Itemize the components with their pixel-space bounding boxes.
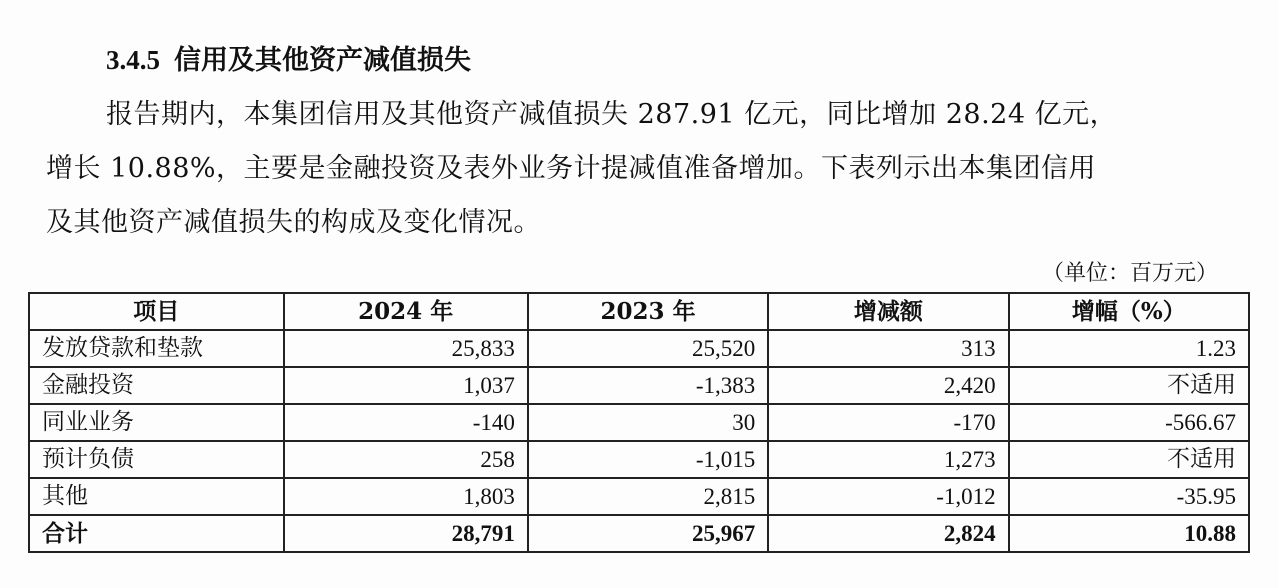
cell-2023: -1,383 bbox=[528, 367, 768, 404]
cell-2023: 25,520 bbox=[528, 330, 768, 367]
cell-change-pct: 10.88 bbox=[1009, 515, 1249, 552]
table-row bbox=[29, 404, 1249, 441]
row-label: 同业业务 bbox=[29, 404, 284, 441]
cell-2023: -1,015 bbox=[528, 441, 768, 478]
cell-change: 2,824 bbox=[768, 515, 1008, 552]
column-header-2023: 2023 年 bbox=[528, 293, 768, 330]
cell-2023: 25,967 bbox=[528, 515, 768, 552]
row-label: 发放贷款和垫款 bbox=[29, 330, 284, 367]
table-row bbox=[29, 441, 1249, 478]
cell-change-pct: -35.95 bbox=[1009, 478, 1249, 515]
column-header-change: 增减额 bbox=[768, 293, 1008, 330]
table-row bbox=[29, 367, 1249, 404]
section-number: 3.4.5 bbox=[106, 45, 160, 75]
cell-2024: 1,037 bbox=[284, 367, 528, 404]
cell-change: -1,012 bbox=[768, 478, 1008, 515]
cell-change: 2,420 bbox=[768, 367, 1008, 404]
cell-2023: 2,815 bbox=[528, 478, 768, 515]
cell-change: -170 bbox=[768, 404, 1008, 441]
cell-2024: 1,803 bbox=[284, 478, 528, 515]
table-total-row bbox=[29, 515, 1249, 552]
table-header-row bbox=[29, 293, 1249, 330]
section-heading bbox=[106, 38, 471, 77]
row-label: 预计负债 bbox=[29, 441, 284, 478]
cell-2024: 28,791 bbox=[284, 515, 528, 552]
cell-change-pct: 不适用 bbox=[1009, 441, 1249, 478]
cell-change-pct: 不适用 bbox=[1009, 367, 1249, 404]
column-header-change-pct: 增幅（%） bbox=[1009, 293, 1249, 330]
cell-change-pct: 1.23 bbox=[1009, 330, 1249, 367]
row-label: 金融投资 bbox=[29, 367, 284, 404]
row-label: 合计 bbox=[29, 515, 284, 552]
paragraph-line-2: 增长 10.88%，主要是金融投资及表外业务计提减值准备增加。下表列示出本集团信用 bbox=[46, 153, 1097, 184]
table-row bbox=[29, 330, 1249, 367]
cell-2024: 25,833 bbox=[284, 330, 528, 367]
column-header-2024: 2024 年 bbox=[284, 293, 528, 330]
section-title: 信用及其他资产减值损失 bbox=[174, 45, 471, 76]
cell-2024: -140 bbox=[284, 404, 528, 441]
paragraph-line-3: 及其他资产减值损失的构成及变化情况。 bbox=[46, 207, 541, 238]
impairment-loss-table bbox=[28, 292, 1250, 553]
cell-change: 313 bbox=[768, 330, 1008, 367]
row-label: 其他 bbox=[29, 478, 284, 515]
cell-change: 1,273 bbox=[768, 441, 1008, 478]
paragraph-line-1: 报告期内，本集团信用及其他资产减值损失 287.91 亿元，同比增加 28.24 亿元， bbox=[106, 99, 1118, 130]
table-row bbox=[29, 478, 1249, 515]
column-header-item: 项目 bbox=[29, 293, 284, 330]
cell-change-pct: -566.67 bbox=[1009, 404, 1249, 441]
cell-2024: 258 bbox=[284, 441, 528, 478]
cell-2023: 30 bbox=[528, 404, 768, 441]
unit-note: （单位：百万元） bbox=[1041, 261, 1218, 286]
